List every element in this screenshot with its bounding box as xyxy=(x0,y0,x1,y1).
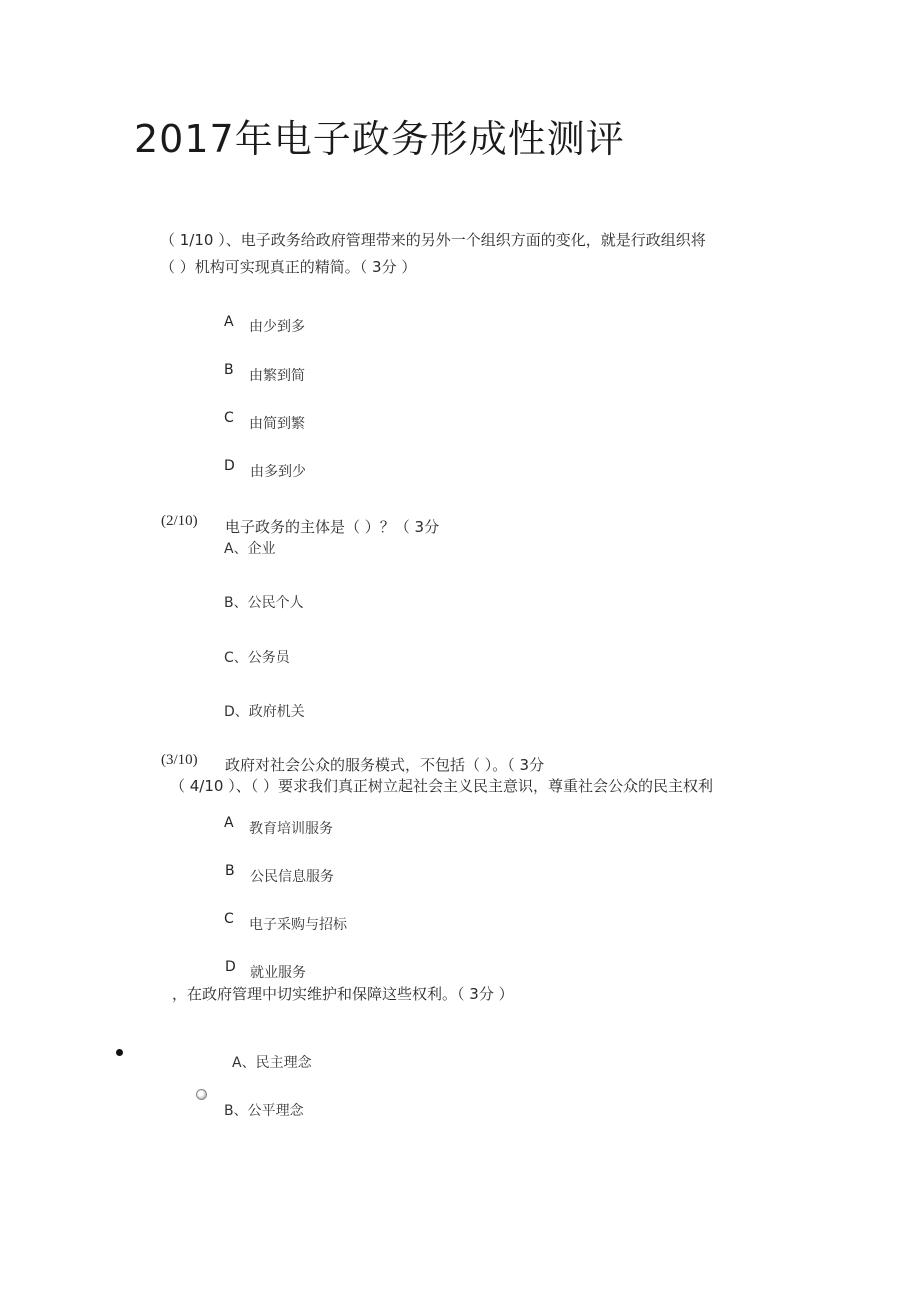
question-3-text: 政府对社会公众的服务模式，不包括（ ）。（ 3分 xyxy=(225,756,545,774)
question-4-line-2: ，在政府管理中切实维护和保障这些权利。（ 3分 ） xyxy=(172,985,514,1003)
question-3-number: (3/10) xyxy=(161,752,198,768)
q2-option-b[interactable]: B、公民个人 xyxy=(224,595,304,611)
q1-option-b-letter: B xyxy=(224,362,234,378)
question-2-number: (2/10) xyxy=(161,513,198,529)
question-2-text: 电子政务的主体是（ ）？（ 3分 xyxy=(225,518,440,536)
q2-option-c[interactable]: C、公务员 xyxy=(224,650,290,666)
q1-option-d-text[interactable]: 由多到少 xyxy=(250,464,306,480)
question-1-line-1: （ 1/10 ）、电子政务给政府管理带来的另外一个组织方面的变化，就是行政组织将 xyxy=(160,231,706,249)
q3-option-c-letter: C xyxy=(224,911,234,927)
q1-option-a-text[interactable]: 由少到多 xyxy=(249,319,305,335)
q3-option-b-text[interactable]: 公民信息服务 xyxy=(250,869,334,885)
q1-option-d-letter: D xyxy=(224,458,235,474)
q3-option-d-letter: D xyxy=(225,959,236,975)
question-4-line-1: （ 4/10 ）、（ ）要求我们真正树立起社会主义民主意识，尊重社会公众的民主权利 xyxy=(170,777,713,795)
q1-option-c-letter: C xyxy=(224,410,234,426)
q3-option-b-letter: B xyxy=(225,863,235,879)
q4-option-a[interactable]: A、民主理念 xyxy=(232,1055,312,1071)
question-1-line-2: （ ）机构可实现真正的精简。（ 3分 ） xyxy=(160,258,417,276)
page-title: 2017年电子政务形成性测评 xyxy=(134,117,625,161)
q3-option-a-text[interactable]: 教育培训服务 xyxy=(249,821,333,837)
q2-option-a[interactable]: A、企业 xyxy=(224,541,276,557)
q3-option-d-text[interactable]: 就业服务 xyxy=(250,965,306,981)
radio-icon[interactable] xyxy=(196,1089,207,1100)
q2-option-d[interactable]: D、政府机关 xyxy=(224,704,305,720)
q1-option-c-text[interactable]: 由简到繁 xyxy=(249,416,305,432)
bullet-icon xyxy=(116,1049,123,1056)
q1-option-a-letter: A xyxy=(224,314,234,330)
q4-option-b[interactable]: B、公平理念 xyxy=(224,1103,304,1119)
q3-option-c-text[interactable]: 电子采购与招标 xyxy=(249,917,347,933)
q3-option-a-letter: A xyxy=(224,815,234,831)
q1-option-b-text[interactable]: 由繁到简 xyxy=(249,368,305,384)
